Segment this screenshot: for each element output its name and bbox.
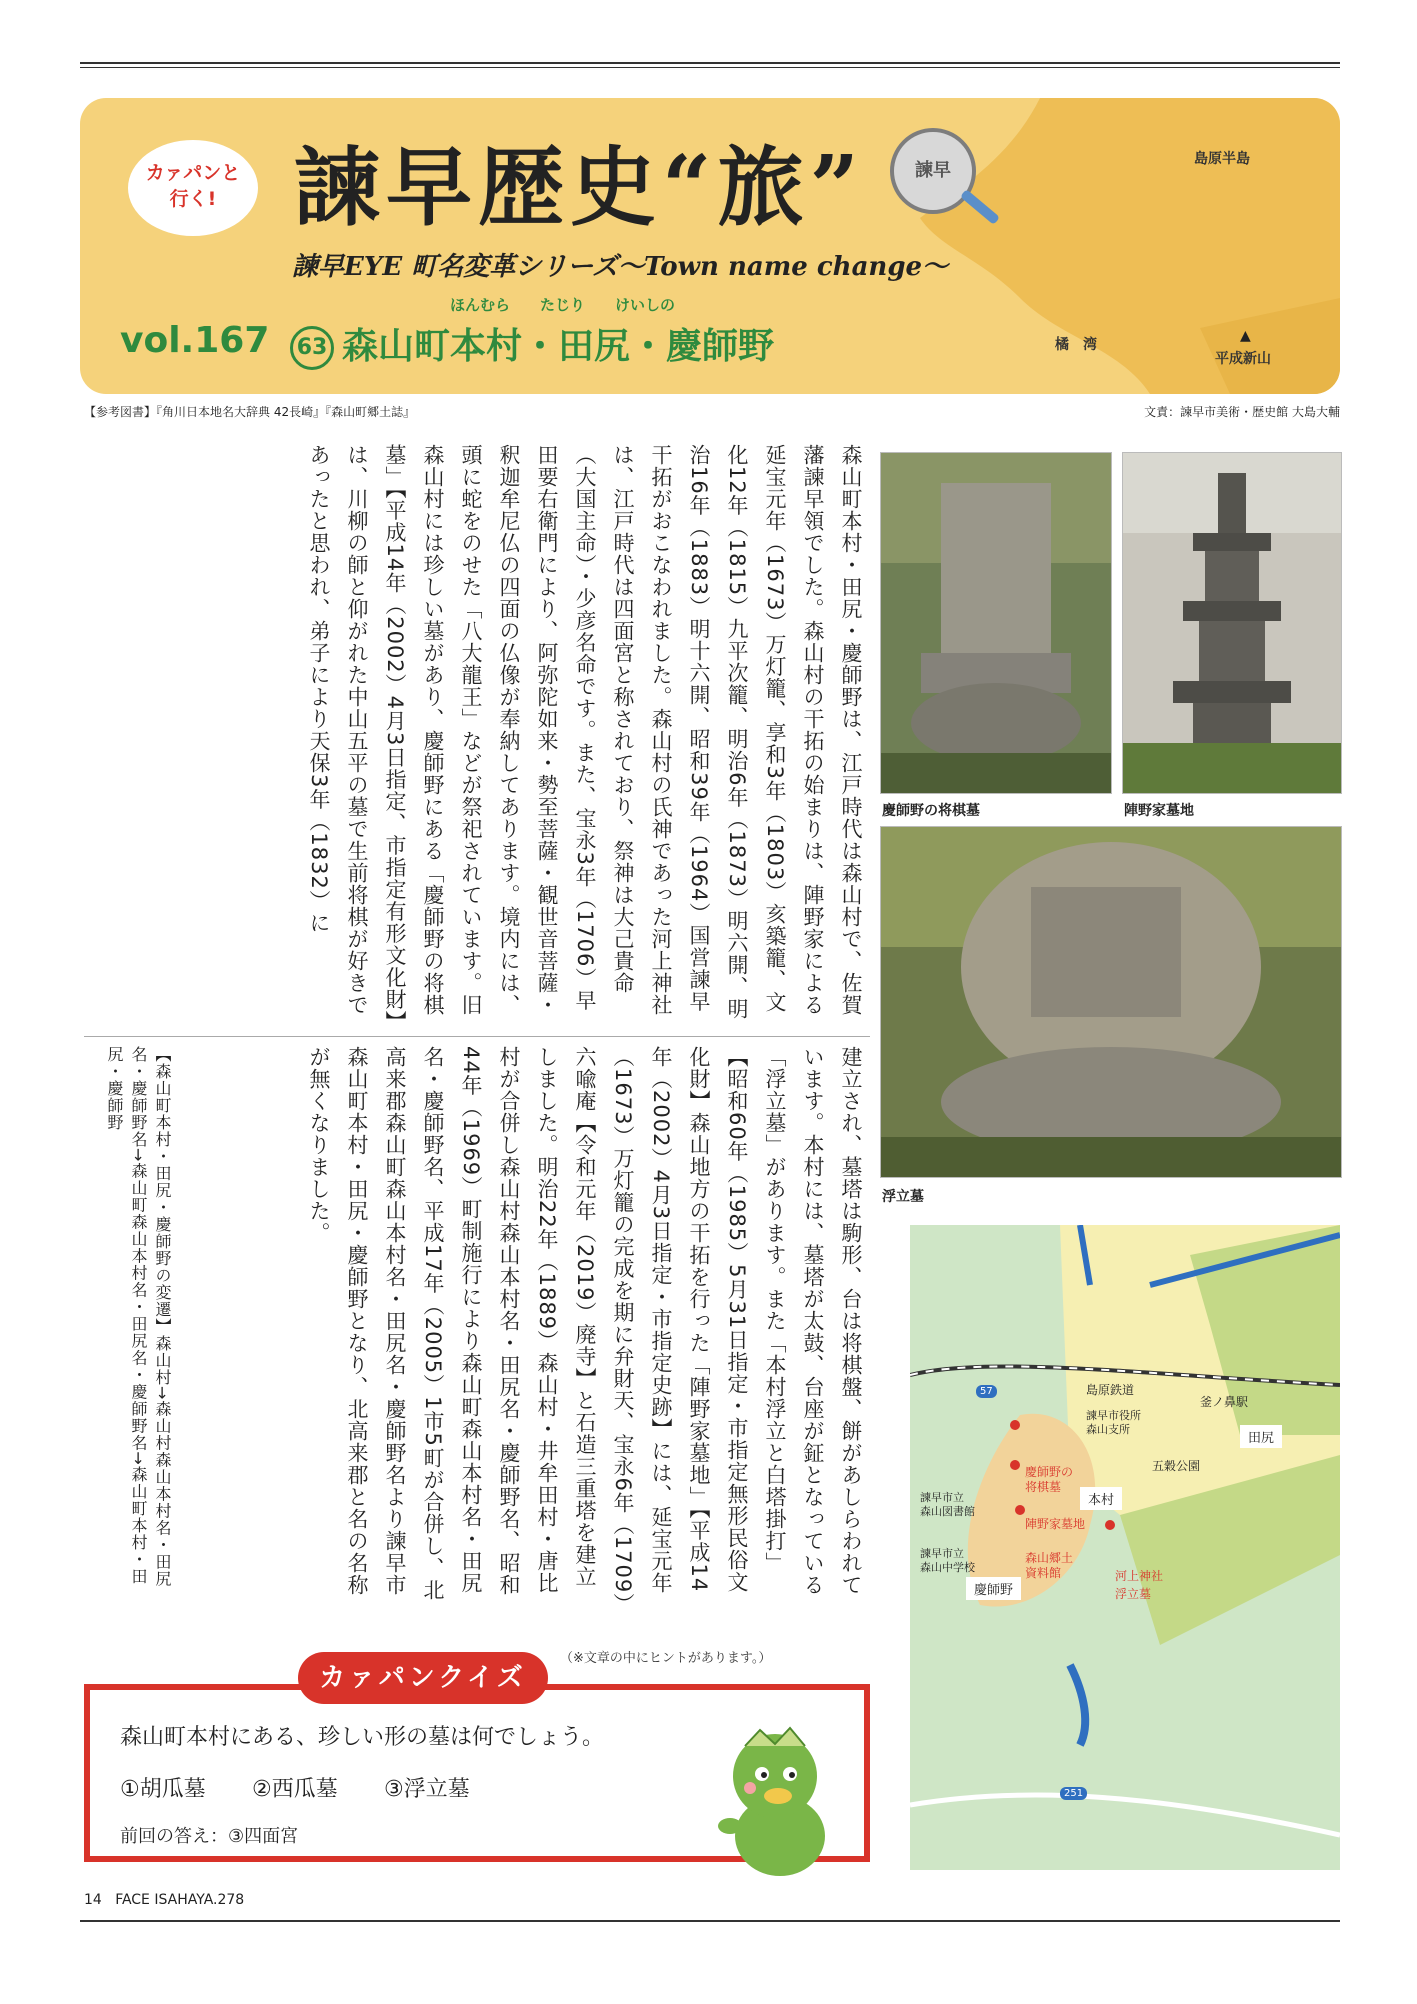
quiz-hint: （※文章の中にヒントがあります。） <box>560 1651 772 1666</box>
kappa-mascot-icon <box>700 1716 850 1876</box>
page-title: 諫早歴史“旅” <box>294 137 865 238</box>
map-road-57: 57 <box>976 1385 997 1398</box>
quiz-option-2: ②西瓜墓 <box>252 1777 338 1802</box>
map-furyu: 浮立墓 <box>1115 1587 1152 1601</box>
header-banner <box>80 98 1340 394</box>
bubble-line1: カァパンと <box>145 162 241 184</box>
magazine-name: FACE ISAHAYA.278 <box>115 1892 245 1908</box>
map-label-tachibana: 橘 湾 <box>1055 337 1097 353</box>
volume-number: vol.167 <box>120 320 270 361</box>
article-title-text: 森山町本村・田尻・慶師野 <box>342 326 775 367</box>
title-furigana: ほんむら たじり けいしの <box>450 296 676 314</box>
top-rule <box>80 62 1340 64</box>
photo-caption-furyu: 浮立墓 <box>882 1189 924 1205</box>
map-museum: 森山郷土 資料館 <box>1025 1551 1074 1580</box>
body-text-lower: 建立され、墓塔は駒形、台は将棋盤、餅があしらわれています。本村には、墓塔が太鼓、台座が鉦となっている「浮立墓」があります。また「本村浮立と白塔掛打」【昭和60年（1985）5月31日指定・市指定無形民俗文化財】森山地方の干拓を行った「陣野家墓地」【平成14年（2002）4月3日指定・市指定史跡】には、延宝元年（1673）万灯籠の完成を期に弁財天、宝永6年（1709）六喩庵【令和元年（2019）廃寺】と石造三重塔を建立しました。明治22年（1889）森山村・井牟田村・唐比村が合併し森山村森山本村名・田尻名・慶師野名、昭和44年（1969）町制施行により森山町森山本村名・田尻名・慶師野名、平成17年（2005）1市5町が合併し、北高来郡森山町森山本村名・田尻名・慶師野名より諫早市森山町本村・田尻・慶師野となり、北高来郡と名の名称が無くなりました。 <box>307 1046 863 1605</box>
map-station: 釜ノ鼻駅 <box>1200 1395 1249 1409</box>
map-school: 諫早市立 森山中学校 <box>920 1547 975 1574</box>
header-map-illustration <box>900 98 1340 394</box>
series-subtitle: 諫早EYE 町名変革シリーズ〜Town name change〜 <box>292 252 949 282</box>
photo-caption-jinno: 陣野家墓地 <box>1124 803 1194 819</box>
area-map <box>910 1225 1340 1870</box>
page-number: 14 <box>84 1892 102 1908</box>
map-keishino: 慶師野 <box>966 1577 1021 1600</box>
body-text-upper: 森山町本村・田尻・慶師野は、江戸時代は森山村で、佐賀藩諫早領でした。森山村の干拓の始まりは、陣野家による延宝元年（1673）万灯籠、享和3年（1803）亥築籠、文化12年（1815）九平次籠、明治6年（1873）明六開、明治16年（1883）明十六開、昭和39年（1964）国営諫早干拓がおこなわれました。森山村の氏神であった河上神社は、江戸時代は四面宮と称されており、祭神は大己貴命（大国主命）・少彦名命です。また、宝永3年（1706）早田要右衛門により、阿弥陀如来・勢至菩薩・観世音菩薩・釈迦牟尼仏の四面の仏像が奉納してあります。境内には、頭に蛇をのせた「八大龍王」などが祭祀されています。旧森山村には珍しい墓があり、慶師野にある「慶師野の将棋墓」【平成14年（2002）4月3日指定、市指定有形文化財】は、川柳の師と仰がれた中山五平の墓で生前将棋が好きであったと思われ、弟子により天保3年（1832）に <box>307 444 863 1022</box>
map-city-office: 諫早市役所 森山支所 <box>1086 1409 1141 1436</box>
map-rail: 島原鉄道 <box>1086 1383 1135 1397</box>
author-credit: 文責：諫早市美術・歴史館 大島大輔 <box>1144 405 1340 419</box>
footer-rule <box>80 1920 1340 1922</box>
quiz-question: 森山町本村にある、珍しい形の墓は何でしょう。 <box>120 1725 605 1750</box>
map-shogi: 慶師野の 将棋墓 <box>1025 1465 1074 1494</box>
map-library: 諫早市立 森山図書館 <box>920 1491 975 1518</box>
map-park: 五穀公園 <box>1152 1459 1201 1473</box>
photo-jinno-cemetery <box>1122 452 1342 794</box>
map-label-heisei: 平成新山 <box>1215 351 1271 367</box>
quiz-option-1: ①胡瓜墓 <box>120 1777 206 1802</box>
photo-shogi-grave <box>880 452 1112 794</box>
photo-furyu-grave <box>880 826 1342 1178</box>
quiz-previous-answer: 前回の答え：③四面宮 <box>120 1826 299 1847</box>
top-rule-thin <box>80 67 1340 68</box>
map-label-shimabara: 島原半島 <box>1194 151 1250 167</box>
map-jinno: 陣野家墓地 <box>1025 1517 1086 1531</box>
map-road-251: 251 <box>1060 1787 1087 1800</box>
lens-label: 諫早 <box>915 160 951 181</box>
issue-number-badge: 63 <box>290 326 334 370</box>
reference-books: 【参考図書】『角川日本地名大辞典 42長崎』『森山町郷土誌』 <box>84 405 416 419</box>
bubble-line2: 行く! <box>169 188 217 210</box>
mountain-icon: ▲ <box>1240 328 1251 344</box>
magnifier-icon <box>890 128 976 214</box>
map-shrine: 河上神社 <box>1115 1569 1164 1583</box>
quiz-title: カァパンクイズ <box>298 1652 548 1704</box>
column-divider <box>84 1036 870 1037</box>
history-note: 【森山町本村・田尻・慶師野の変遷】森山村→森山村森山本村名・田尻名・慶師野名→森山町森山本村名・田尻名・慶師野名→森山町本村・田尻・慶師野 <box>105 1046 172 1588</box>
article-title <box>290 318 774 370</box>
speech-bubble <box>128 140 258 236</box>
map-tajiri: 田尻 <box>1240 1425 1282 1448</box>
page-footer <box>84 1892 244 1908</box>
quiz-option-3: ③浮立墓 <box>384 1777 470 1802</box>
map-honmura: 本村 <box>1080 1487 1122 1510</box>
photo-caption-shogi: 慶師野の将棋墓 <box>882 803 980 819</box>
